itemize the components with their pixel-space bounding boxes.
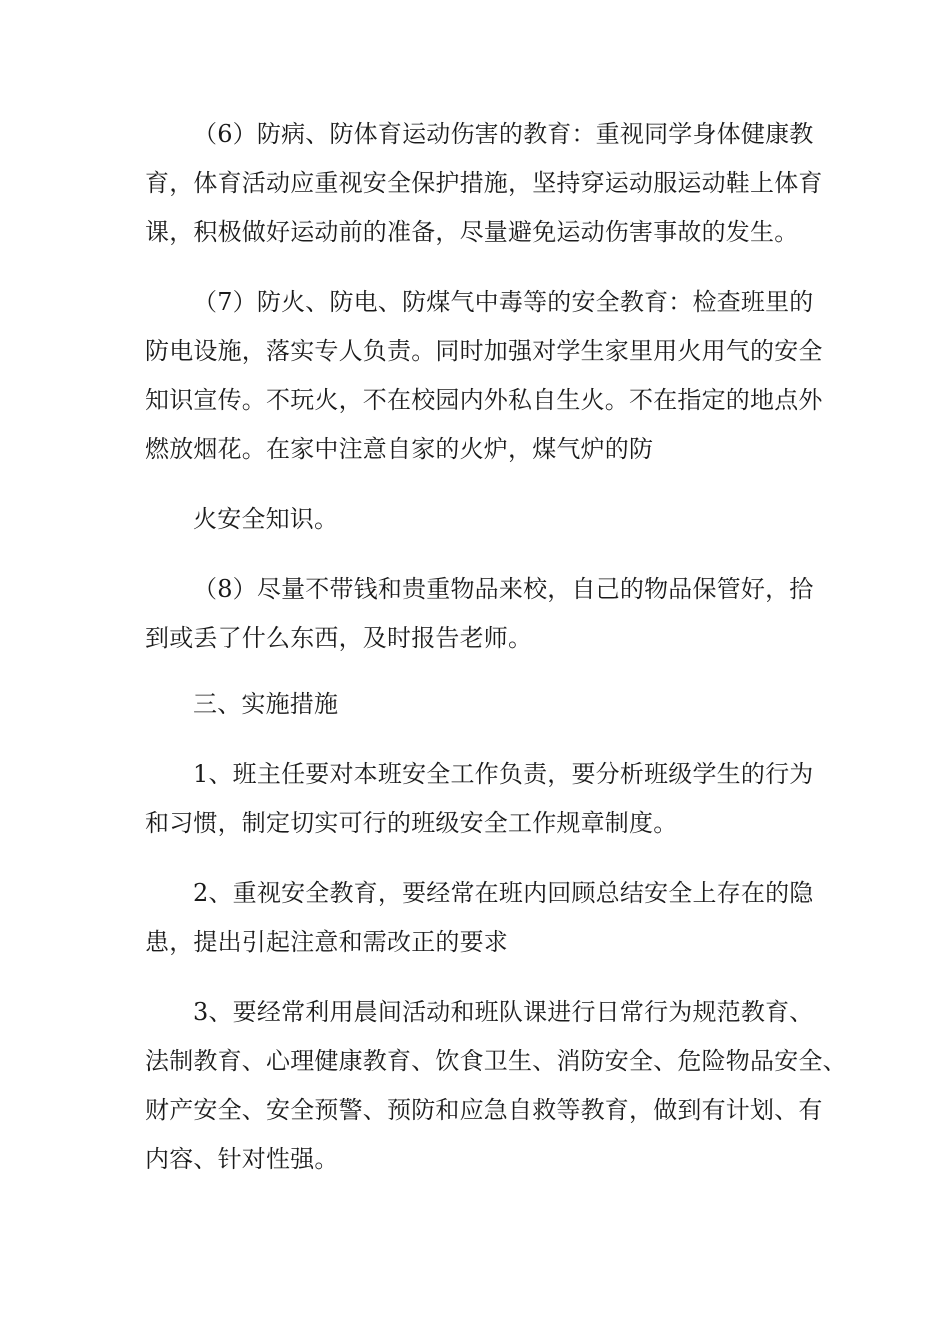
measure-3-line-1: 3、要经常利用晨间活动和班队课进行日常行为规范教育、 [193, 998, 814, 1026]
paragraph-7-continuation: 火安全知识。 [193, 505, 339, 533]
measure-3-line-4: 内容、针对性强。 [145, 1145, 339, 1173]
paragraph-7-line-1: （7）防火、防电、防煤气中毒等的安全教育：检查班里的 [193, 288, 814, 316]
measure-3-line-3: 财产安全、安全预警、预防和应急自救等教育，做到有计划、有 [145, 1096, 823, 1124]
measure-2-line-1: 2、重视安全教育，要经常在班内回顾总结安全上存在的隐 [193, 879, 814, 907]
paragraph-7-line-4: 燃放烟花。在家中注意自家的火炉，煤气炉的防 [145, 435, 654, 463]
paragraph-7-line-2: 防电设施，落实专人负责。同时加强对学生家里用火用气的安全 [145, 337, 823, 365]
measure-2-line-2: 患，提出引起注意和需改正的要求 [145, 928, 508, 956]
paragraph-6-line-1: （6）防病、防体育运动伤害的教育：重视同学身体健康教 [193, 120, 814, 148]
paragraph-6-line-2: 育，体育活动应重视安全保护措施，坚持穿运动服运动鞋上体育 [145, 169, 823, 197]
measure-1-line-1: 1、班主任要对本班安全工作负责，要分析班级学生的行为 [193, 760, 814, 788]
measure-3-line-2: 法制教育、心理健康教育、饮食卫生、消防安全、危险物品安全、 [145, 1047, 847, 1075]
measure-1-line-2: 和习惯，制定切实可行的班级安全工作规章制度。 [145, 809, 678, 837]
paragraph-7-line-3: 知识宣传。不玩火，不在校园内外私自生火。不在指定的地点外 [145, 386, 823, 414]
paragraph-8-line-2: 到或丢了什么东西，及时报告老师。 [145, 624, 533, 652]
section-heading: 三、实施措施 [193, 690, 339, 718]
paragraph-6-line-3: 课，积极做好运动前的准备，尽量避免运动伤害事故的发生。 [145, 218, 799, 246]
paragraph-8-line-1: （8）尽量不带钱和贵重物品来校，自己的物品保管好，拾 [193, 575, 814, 603]
